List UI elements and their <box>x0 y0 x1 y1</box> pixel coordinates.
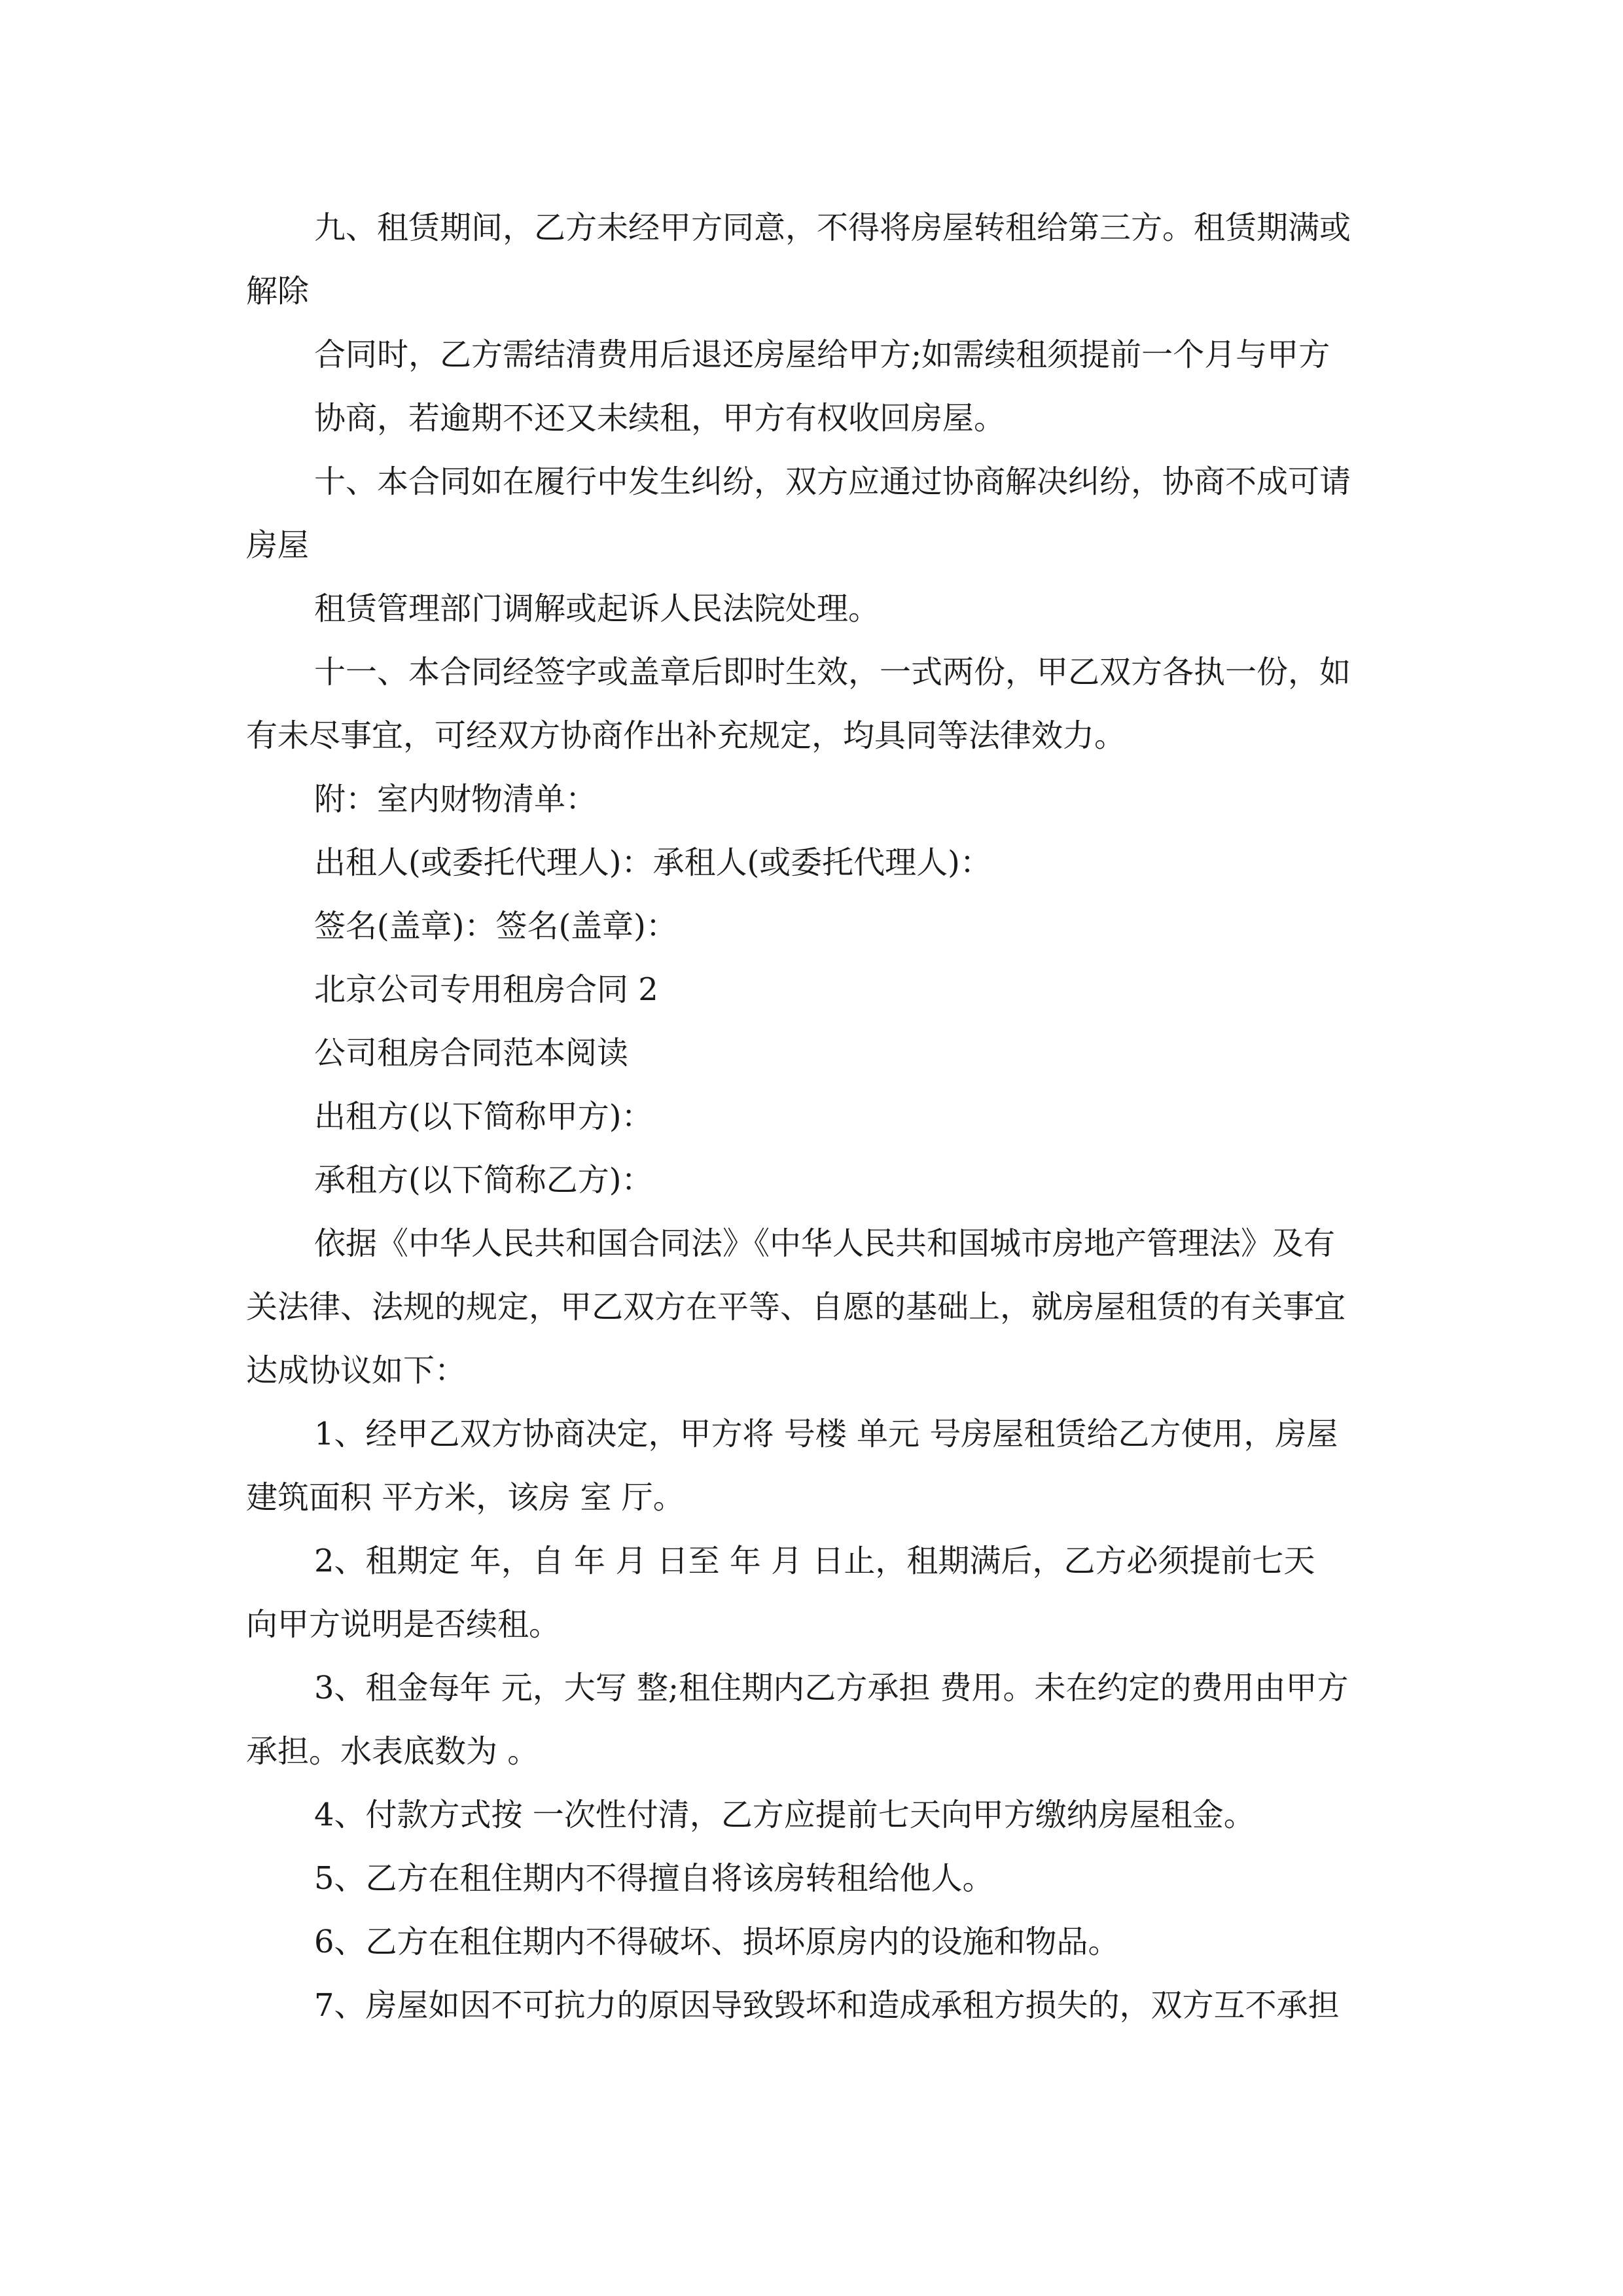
text-line: 九、租赁期间，乙方未经甲方同意，不得将房屋转租给第三方。租赁期满或 <box>314 209 1351 246</box>
text-line: 依据《中华人民共和国合同法》《中华人民共和国城市房地产管理法》及有 <box>314 1225 1336 1262</box>
text-line: 6、乙方在租住期内不得破坏、损坏原房内的设施和物品。 <box>314 1924 1120 1960</box>
text-line: 十一、本合同经签字或盖章后即时生效，一式两份，甲乙双方各执一份，如 <box>314 654 1351 691</box>
text-line: 3、租金每年 元，大写 整;租住期内乙方承担 费用。未在约定的费用由甲方 <box>314 1670 1349 1706</box>
text-line: 承租方(以下简称乙方)： <box>314 1162 653 1198</box>
text-line: 建筑面积 平方米，该房 室 厅。 <box>246 1479 685 1516</box>
text-line: 租赁管理部门调解或起诉人民法院处理。 <box>314 590 880 627</box>
text-line: 达成协议如下： <box>246 1352 467 1389</box>
text-line: 出租方(以下简称甲方)： <box>314 1098 653 1135</box>
text-line: 向甲方说明是否续租。 <box>246 1606 561 1643</box>
text-line: 关法律、法规的规定，甲乙双方在平等、自愿的基础上，就房屋租赁的有关事宜 <box>246 1289 1346 1325</box>
text-line: 合同时，乙方需结清费用后退还房屋给甲方;如需续租须提前一个月与甲方 <box>314 336 1330 373</box>
text-line: 房屋 <box>246 527 310 564</box>
text-line: 十、本合同如在履行中发生纠纷，双方应通过协商解决纠纷，协商不成可请 <box>314 463 1351 500</box>
text-line: 出租人(或委托代理人)：承租人(或委托代理人)： <box>314 844 991 881</box>
text-line: 北京公司专用租房合同 2 <box>314 971 658 1008</box>
text-line: 2、租期定 年，自 年 月 日至 年 月 日止，租期满后，乙方必须提前七天 <box>314 1543 1315 1579</box>
text-line: 7、房屋如因不可抗力的原因导致毁坏和造成承租方损失的，双方互不承担 <box>314 1987 1340 2024</box>
text-line: 解除 <box>246 273 310 310</box>
text-line: 协商，若逾期不还又未续租，甲方有权收回房屋。 <box>314 400 1006 437</box>
text-line: 签名(盖章)：签名(盖章)： <box>314 908 677 944</box>
text-line: 附：室内财物清单： <box>314 781 597 817</box>
text-line: 4、付款方式按 一次性付清，乙方应提前七天向甲方缴纳房屋租金。 <box>314 1797 1255 1833</box>
text-line: 有未尽事宜，可经双方协商作出补充规定，均具同等法律效力。 <box>246 717 1126 754</box>
text-line: 5、乙方在租住期内不得擅自将该房转租给他人。 <box>314 1860 994 1897</box>
document-body <box>246 196 1377 2037</box>
text-line: 公司租房合同范本阅读 <box>314 1035 629 1071</box>
text-line: 承担。水表底数为 。 <box>246 1733 539 1770</box>
text-line: 1、经甲乙双方协商决定，甲方将 号楼 单元 号房屋租赁给乙方使用，房屋 <box>314 1416 1338 1452</box>
